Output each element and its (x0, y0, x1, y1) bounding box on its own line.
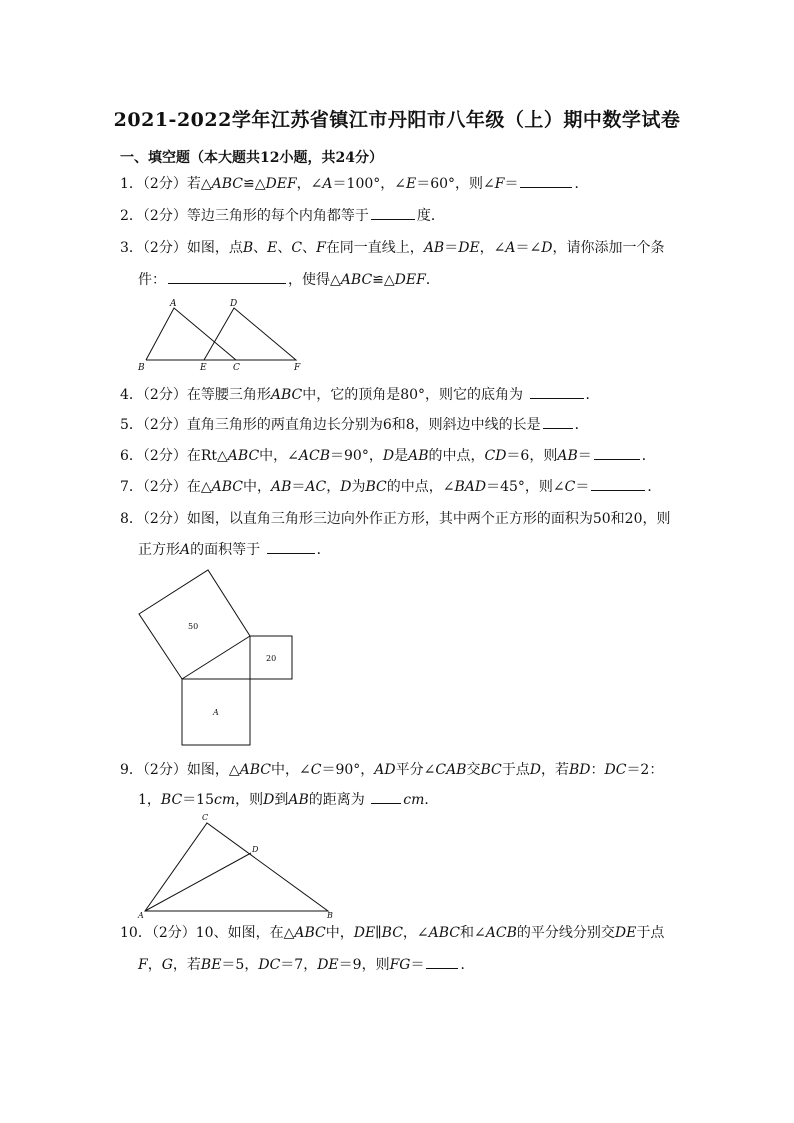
answer-blank[interactable] (426, 954, 458, 969)
answer-blank[interactable] (543, 414, 573, 429)
answer-blank[interactable] (267, 539, 315, 554)
question-2: 2．（2分）等边三角形的每个内角都等于 度． (120, 201, 680, 231)
question-7: 7．（2分）在△ABC中，AB＝AC，D为BC的中点，∠BAD＝45°，则∠C＝ ． (120, 472, 680, 502)
question-9: 9．（2分）如图，△ABC中，∠C＝90°，AD平分∠CAB交BC于点D，若BD：DC＝2： (120, 762, 664, 778)
page-title: 2021-2022学年江苏省镇江市丹阳市八年级（上）期中数学试卷 (113, 109, 681, 131)
label-C: C (202, 813, 209, 822)
answer-blank[interactable] (168, 269, 286, 284)
label-C: C (233, 363, 240, 372)
answer-blank[interactable] (520, 173, 572, 188)
question-6: 6．（2分）在Rt△ABC中，∠ACB＝90°，D是AB的中点，CD＝6，则AB＝ ． (120, 441, 680, 471)
question-5: 5．（2分）直角三角形的两直角边长分别为6和8，则斜边中线的长是 ． (120, 410, 680, 440)
question-4: 4．（2分）在等腰三角形ABC中，它的顶角是80°，则它的底角为 ． (120, 380, 680, 410)
question-10: 10．（2分）10、如图，在△ABC中，DE∥BC，∠ABC和∠ACB的平分线分别交DE于点 (120, 925, 665, 941)
label-B: B (327, 911, 333, 920)
answer-blank[interactable] (594, 445, 640, 460)
question-3: 3．（2分）如图，点B、E、C、F在同一直线上，AB＝DE，∠A＝∠D，请你添加一个条 (120, 240, 665, 256)
label-F: F (294, 363, 301, 372)
question-1: 1．（2分）若△ABC≌△DEF，∠A＝100°，∠E＝60°，则∠F＝ ． (120, 169, 680, 199)
section-heading: 一、填空题（本大题共12小题，共24分） (120, 150, 383, 166)
answer-blank[interactable] (530, 384, 584, 399)
figure-q9 (130, 810, 340, 922)
figure-q3 (134, 296, 314, 372)
label-square-a: A (213, 708, 219, 717)
question-number: 1． (120, 176, 143, 192)
question-8: 8．（2分）如图，以直角三角形三边向外作正方形，其中两个正方形的面积为50和20，则 (120, 511, 671, 527)
label-A: A (138, 911, 144, 920)
figure-q8 (130, 565, 300, 750)
answer-blank[interactable] (371, 205, 415, 220)
question-9-line-2: 1，BC＝15cm，则D到AB的距离为 cm． (138, 785, 698, 815)
label-D: D (230, 299, 238, 309)
question-3-line-2: 件： ，使得△ABC≌△DEF． (138, 265, 698, 295)
answer-blank[interactable] (371, 789, 401, 804)
question-score: （2分） (142, 176, 187, 192)
label-D: D (252, 845, 259, 854)
label-A: A (170, 299, 177, 309)
question-10-line-2: F，G，若BE＝5，DC＝7，DE＝9，则FG＝ ． (138, 950, 698, 980)
answer-blank[interactable] (591, 476, 645, 491)
question-8-line-2: 正方形A的面积等于 ． (138, 535, 698, 565)
label-area-50: 50 (188, 622, 199, 631)
label-E: E (200, 363, 207, 372)
label-area-20: 20 (266, 654, 277, 663)
label-B: B (138, 363, 145, 372)
